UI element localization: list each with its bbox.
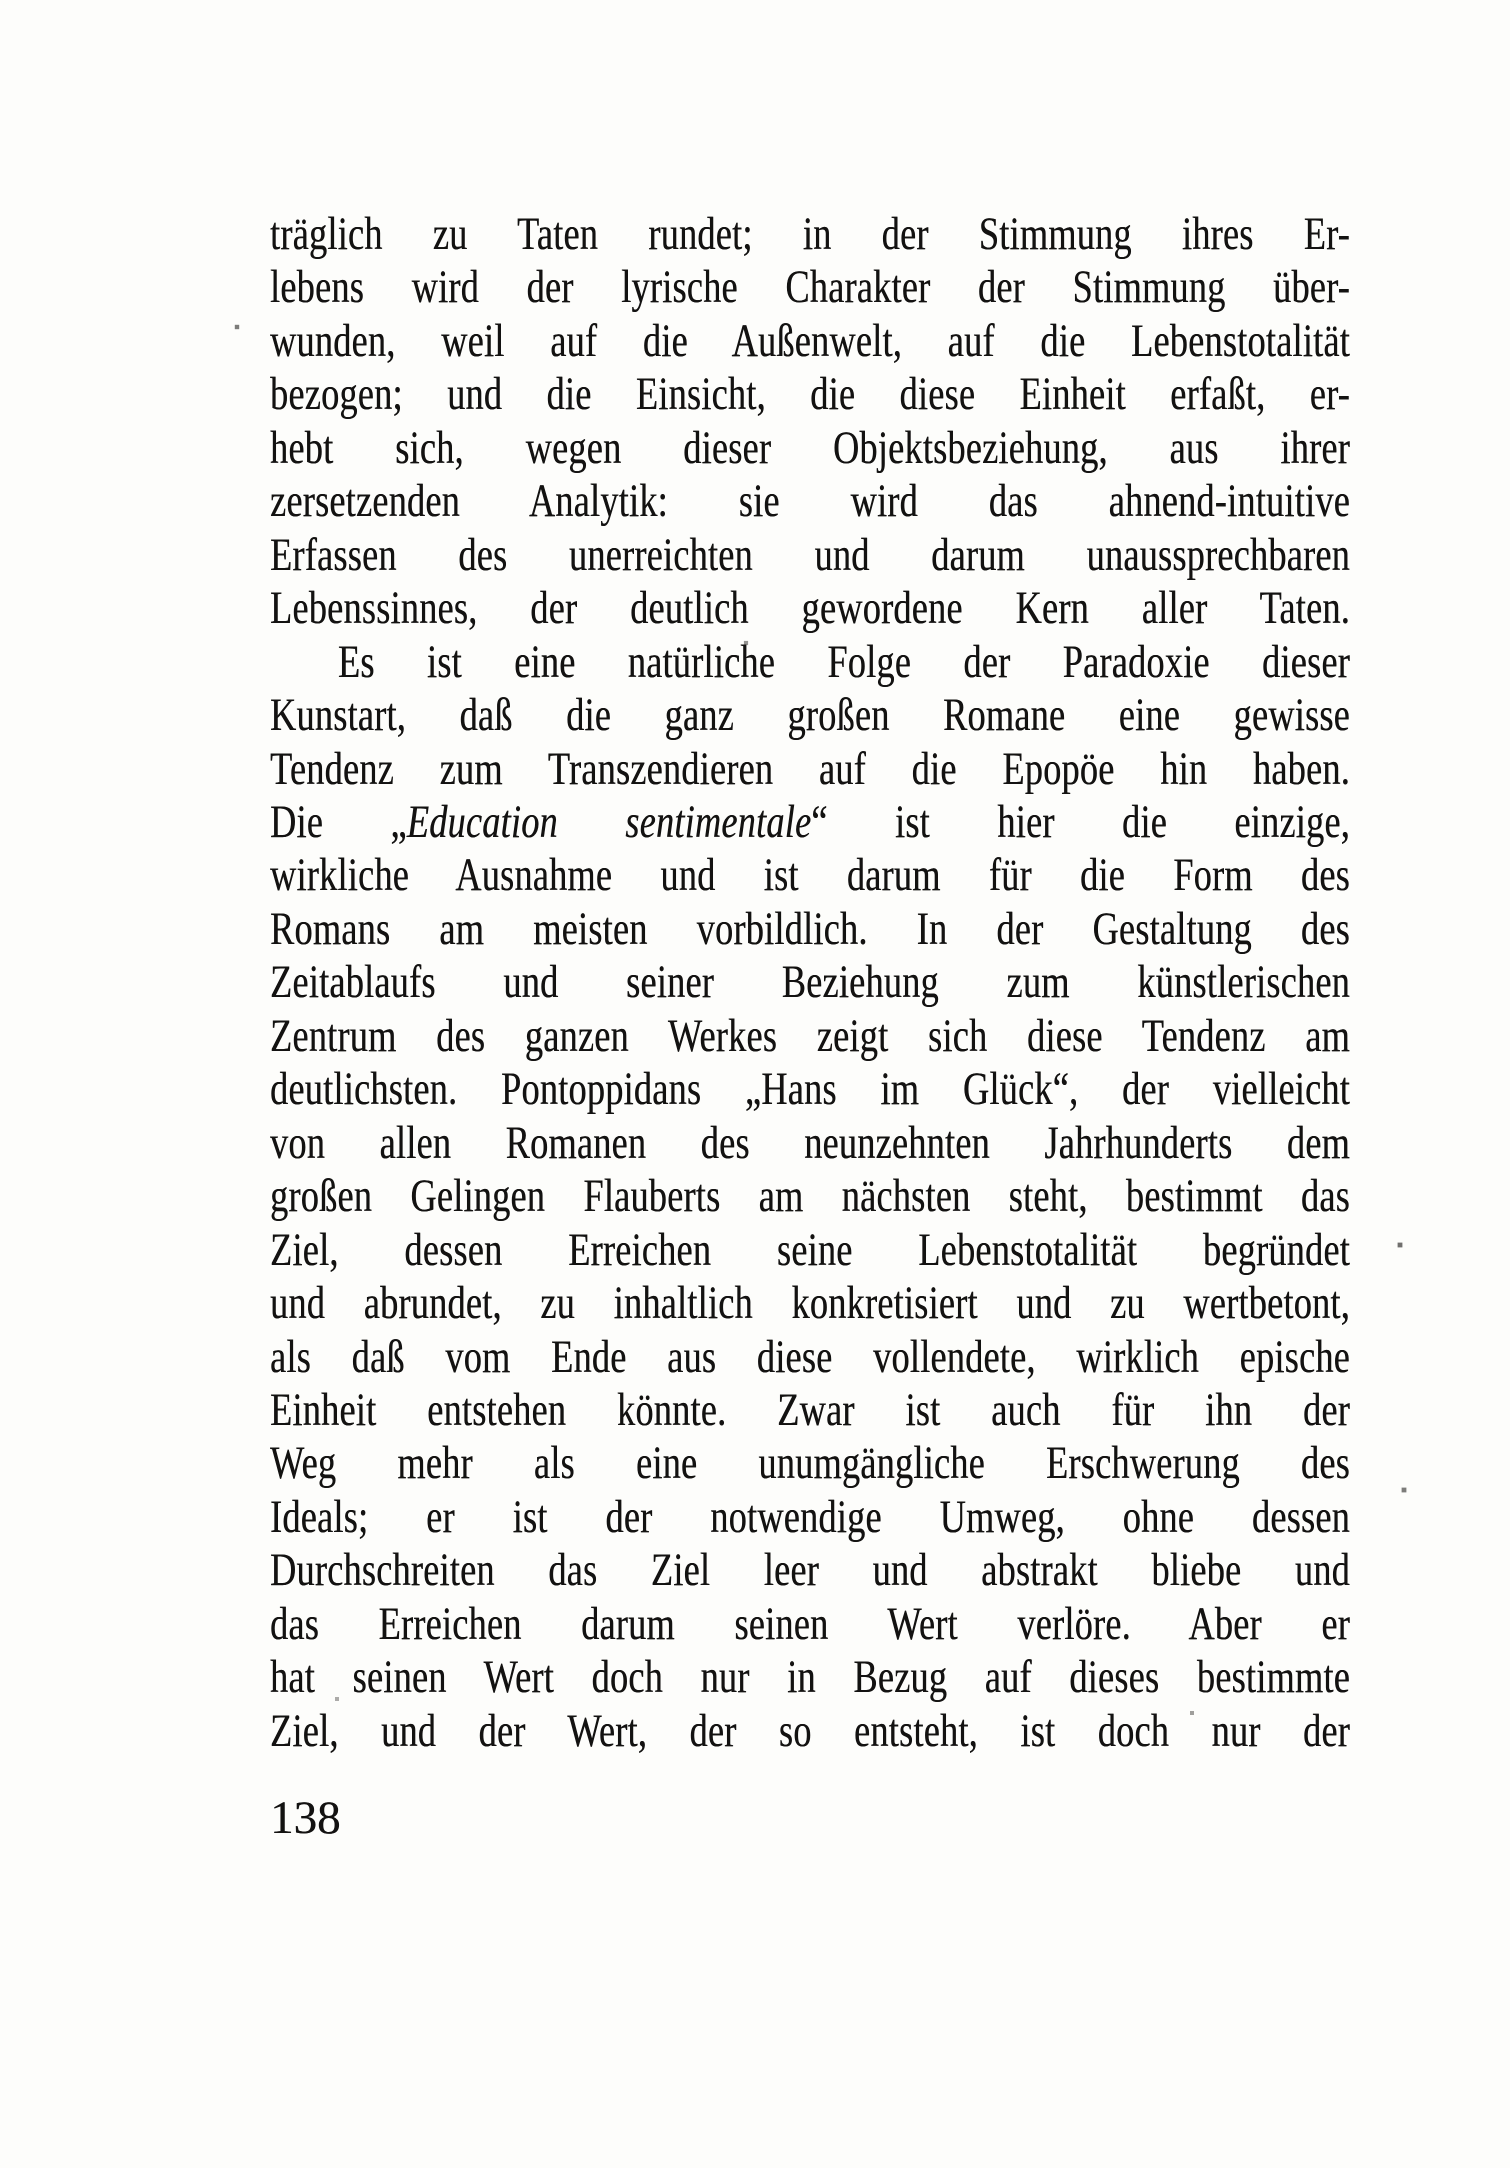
text-line: träglich zu Taten rundet; in der Stimmung ihres Er- (270, 208, 1350, 260)
text-line: als daß vom Ende aus diese vollendete, wirklich epische (270, 1330, 1350, 1383)
text-segment: Die „ (270, 795, 407, 848)
text-line: Durchschreiten das Ziel leer und abstrakt bliebe und (270, 1544, 1350, 1597)
text-line: Tendenz zum Transzendieren auf die Epopöe hin haben. (270, 742, 1350, 795)
text-line: großen Gelingen Flauberts am nächsten steht, bestimmt das (270, 1170, 1350, 1223)
scan-noise-speckles (0, 0, 2, 2)
text-line: wirkliche Ausnahme und ist darum für die Form des (270, 849, 1350, 902)
text-line: Romans am meisten vorbildlich. In der Gestaltung des (270, 902, 1350, 955)
text-line: zersetzenden Analytik: sie wird das ahnend-intuitive (270, 475, 1350, 528)
page-number: 138 (270, 1792, 341, 1844)
text-line: Ideals; er ist der notwendige Umweg, ohne dessen (270, 1490, 1350, 1543)
text-line: Weg mehr als eine unumgängliche Erschwerung des (270, 1437, 1350, 1490)
text-line-paragraph-start: Es ist eine natürliche Folge der Paradoxie dieser (337, 635, 1350, 688)
text-line: bezogen; und die Einsicht, die diese Einheit erfaßt, er- (270, 368, 1350, 421)
italic-book-title: Education sentimentale (406, 795, 812, 848)
text-line: wunden, weil auf die Außenwelt, auf die Lebenstotalität (270, 314, 1350, 367)
text-line: hat seinen Wert doch nur in Bezug auf dieses bestimmte (270, 1651, 1350, 1704)
text-line: das Erreichen darum seinen Wert verlöre. Aber er (270, 1597, 1350, 1650)
text-line: Ziel, dessen Erreichen seine Lebenstotalität begründet (270, 1223, 1350, 1276)
text-line: deutlichsten. Pontoppidans „Hans im Glück“, der vielleicht (270, 1063, 1350, 1116)
page-text-block (270, 208, 1350, 1758)
text-line: hebt sich, wegen dieser Objektsbeziehung, aus ihrer (270, 421, 1350, 474)
text-line: von allen Romanen des neunzehnten Jahrhunderts dem (270, 1116, 1350, 1169)
text-line: und abrundet, zu inhaltlich konkretisiert und zu wertbetont, (270, 1277, 1350, 1330)
text-line: Zentrum des ganzen Werkes zeigt sich diese Tendenz am (270, 1009, 1350, 1062)
text-line: Erfassen des unerreichten und darum unaussprechbaren (270, 528, 1350, 581)
text-segment: “ ist hier die einzige, (811, 795, 1350, 848)
text-line: Einheit entstehen könnte. Zwar ist auch für ihn der (270, 1383, 1350, 1436)
text-line: Lebenssinnes, der deutlich gewordene Kern aller Taten. (270, 582, 1350, 635)
text-line: Ziel, und der Wert, der so entsteht, ist doch nur der (270, 1704, 1350, 1757)
text-line: Kunstart, daß die ganz großen Romane eine gewisse (270, 689, 1350, 742)
text-line (270, 796, 1350, 849)
text-line: Zeitablaufs und seiner Beziehung zum künstlerischen (270, 956, 1350, 1009)
text-line: lebens wird der lyrische Charakter der Stimmung über- (270, 261, 1350, 314)
